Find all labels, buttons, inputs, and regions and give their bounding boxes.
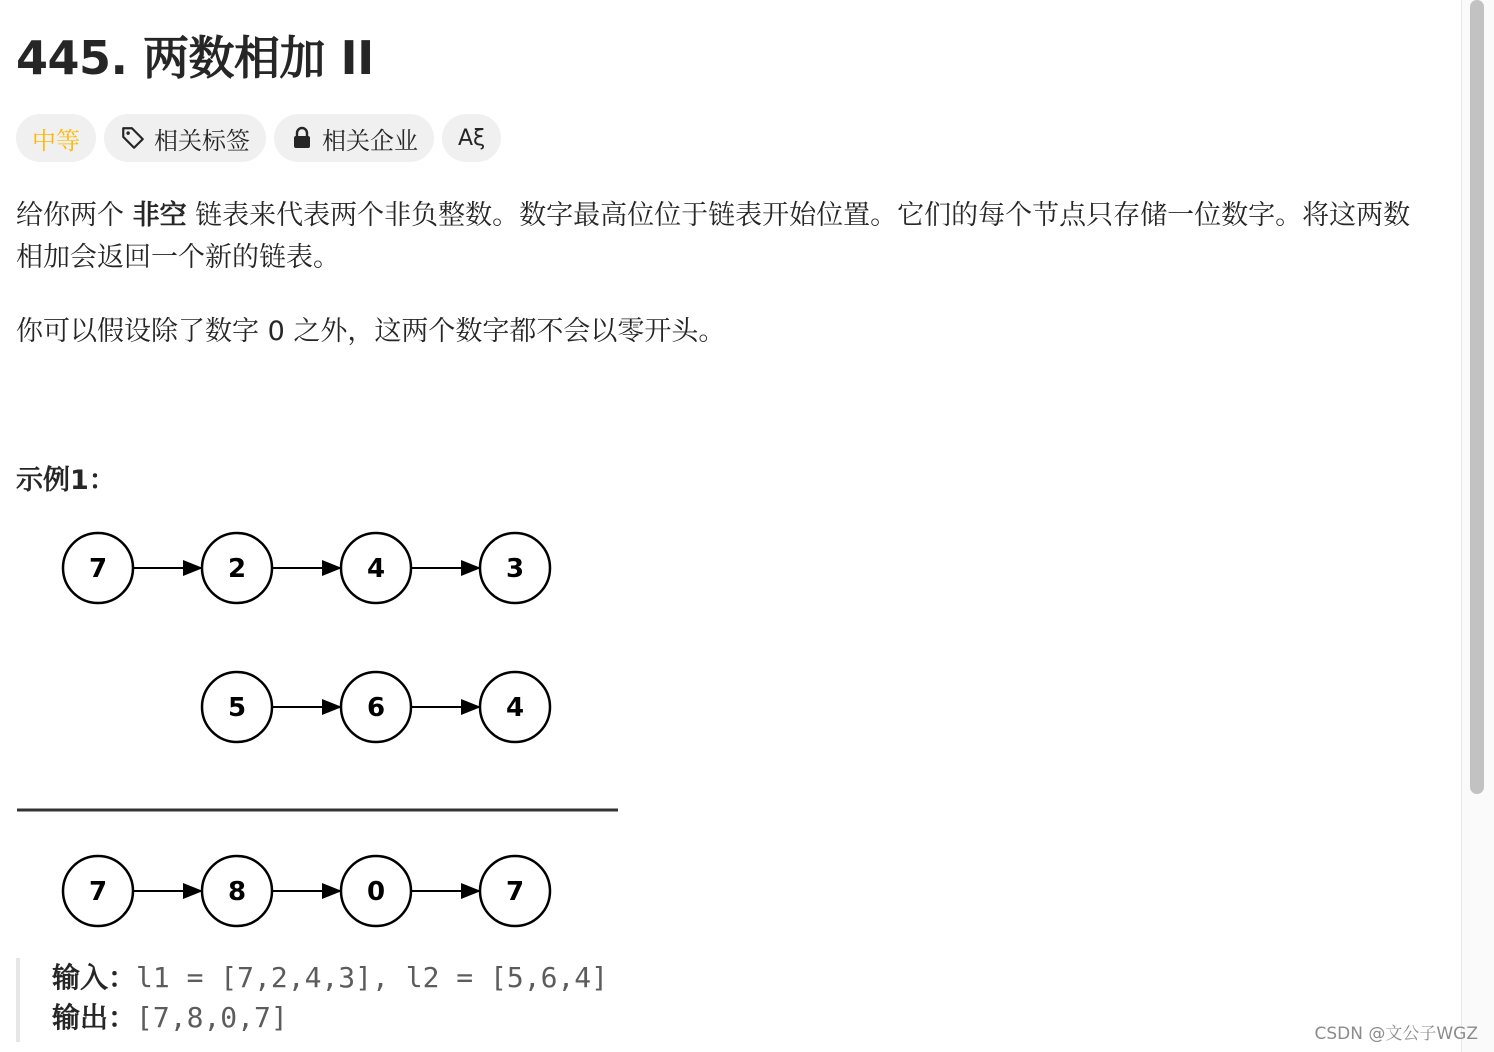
example-io-block xyxy=(16,958,636,1042)
related-companies-button[interactable] xyxy=(274,114,434,162)
related-tags-label: 相关标签 xyxy=(154,126,250,155)
result-node-value: 7 xyxy=(505,877,525,907)
list1-node-value: 2 xyxy=(227,554,247,584)
example-title: 示例1： xyxy=(16,465,116,496)
problem-title: 445. 两数相加 II xyxy=(16,31,374,85)
translate-icon: Aξ xyxy=(458,125,486,151)
list2-node-value: 5 xyxy=(227,693,247,723)
related-tags-button[interactable] xyxy=(104,114,266,162)
list2-node-value: 4 xyxy=(505,693,525,723)
example-output-line: 输出：[7,8,0,7] xyxy=(52,1001,288,1034)
description-paragraph-1: 给你两个 非空 链表来代表两个非负整数。数字最高位位于链表开始位置。它们的每个节点只存储一位数字。将这两数相加会返回一个新的链表。 xyxy=(16,200,1411,273)
list1-node-value: 7 xyxy=(88,554,108,584)
description-paragraph-2: 你可以假设除了数字 0 之外，这两个数字都不会以零开头。 xyxy=(16,316,726,347)
vertical-scrollbar[interactable] xyxy=(1461,0,1494,1052)
watermark: CSDN @文公子WGZ xyxy=(1314,1024,1478,1044)
difficulty-label: 中等 xyxy=(32,126,80,155)
translate-button[interactable] xyxy=(442,114,501,162)
list1-node-value: 3 xyxy=(505,554,525,584)
result-node-value: 0 xyxy=(366,877,386,907)
result-node-value: 7 xyxy=(88,877,108,907)
list2-node-value: 6 xyxy=(366,693,386,723)
lock-icon xyxy=(290,126,314,150)
linked-list-diagram xyxy=(0,520,640,940)
tag-icon xyxy=(120,125,146,151)
related-companies-label: 相关企业 xyxy=(322,126,418,155)
tag-bar xyxy=(16,114,501,162)
list1-node-value: 4 xyxy=(366,554,386,584)
example-output-value: [7,8,0,7] xyxy=(136,1001,288,1034)
example-input-value: l1 = [7,2,4,3], l2 = [5,6,4] xyxy=(136,961,609,994)
difficulty-badge[interactable] xyxy=(16,114,96,162)
example-input-line: 输入：l1 = [7,2,4,3], l2 = [5,6,4] xyxy=(52,961,609,994)
scrollbar-thumb[interactable] xyxy=(1470,0,1484,794)
result-node-value: 8 xyxy=(227,877,247,907)
